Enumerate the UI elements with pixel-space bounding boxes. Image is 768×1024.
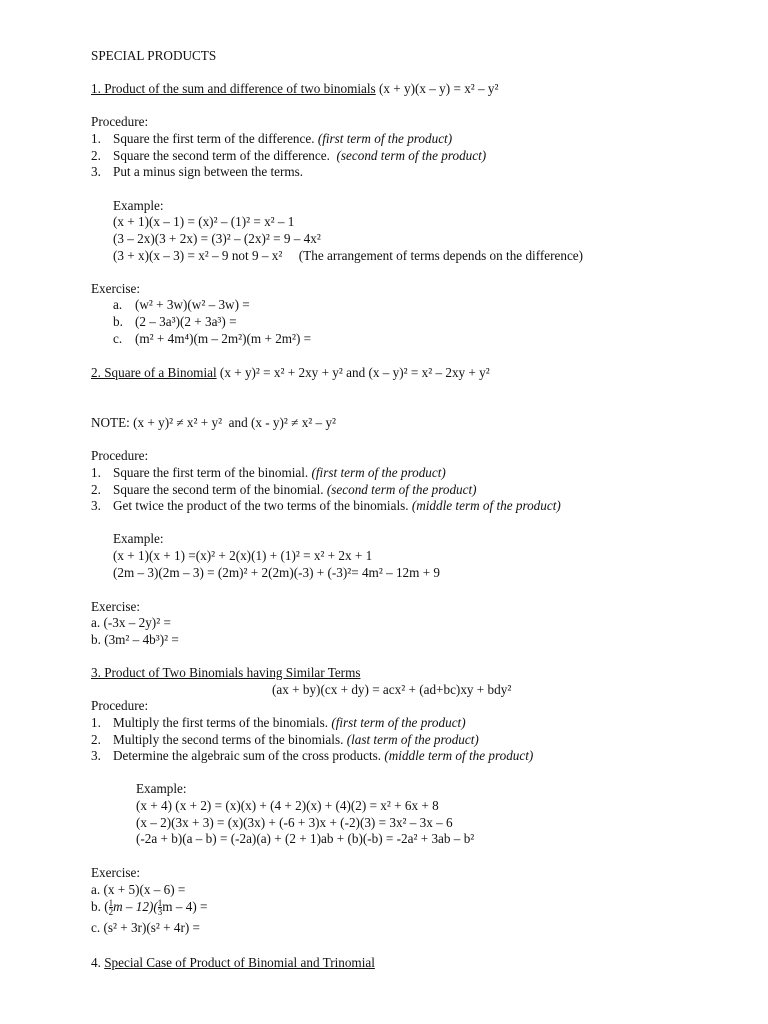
exercise-label: Exercise:	[91, 599, 141, 614]
procedure-step: 1. Square the first term of the difference. (first term of the product)	[91, 131, 453, 146]
fraction: $\frac{1}{3}$	[157, 898, 163, 918]
exercise-item: a. (w² + 3w)(w² – 3w) =	[113, 297, 250, 312]
procedure-step: 3. Put a minus sign between the terms.	[91, 164, 304, 179]
procedure-step: 2. Square the second term of the difference. (second term of the product)	[91, 148, 487, 163]
exercise-item: a. (x + 5)(x – 6) =	[91, 882, 186, 897]
procedure-step: 2. Multiply the second terms of the binomials. (last term of the product)	[91, 732, 479, 747]
exercise-item: a. (-3x – 2y)² =	[91, 615, 171, 630]
fraction: $\frac{1}{2}$	[108, 898, 114, 918]
exercise-item: b. (3m² – 4b³)² =	[91, 632, 179, 647]
example-line: (2m – 3)(2m – 3) = (2m)² + 2(2m)(-3) + (-3)²= 4m² – 12m + 9	[113, 565, 441, 580]
procedure-step: 3. Determine the algebraic sum of the cross products. (middle term of the product)	[91, 748, 534, 763]
procedure-step: 3. Get twice the product of the two terms of the binomials. (middle term of the product)	[91, 498, 561, 513]
section-1-heading: 1. Product of the sum and difference of two binomials	[91, 81, 376, 96]
procedure-label: Procedure:	[91, 698, 149, 713]
section-3-heading: 3. Product of Two Binomials having Similar Terms	[91, 665, 361, 680]
example-label: Example:	[113, 531, 164, 546]
exercise-item: c. (s² + 3r)(s² + 4r) =	[91, 920, 200, 935]
procedure-step: 2. Square the second term of the binomial. (second term of the product)	[91, 482, 477, 497]
page-title: SPECIAL PRODUCTS	[91, 48, 217, 63]
section-2-formula: (x + y)² = x² + 2xy + y² and (x – y)² = x² – 2xy + y²	[219, 365, 490, 380]
section-1-formula: (x + y)(x – y) = x² – y²	[379, 81, 499, 96]
section-2-note: NOTE: (x + y)² ≠ x² + y² and (x - y)² ≠ x² – y²	[91, 415, 336, 430]
exercise-label: Exercise:	[91, 865, 141, 880]
section-4-heading: Special Case of Product of Binomial and Trinomial	[104, 955, 375, 970]
example-line: (3 + x)(x – 3) = x² – 9 not 9 – x² (The arrangement of terms depends on the difference)	[113, 248, 584, 263]
example-label: Example:	[136, 781, 187, 796]
exercise-item: c. (m² + 4m⁴)(m – 2m²)(m + 2m²) =	[113, 331, 312, 346]
section-1-heading-line	[91, 81, 498, 97]
section-2-heading-line	[91, 365, 490, 381]
section-4-heading-line: 4. Special Case of Product of Binomial and Trinomial	[91, 955, 375, 970]
procedure-label: Procedure:	[91, 448, 149, 463]
procedure-step: 1. Multiply the first terms of the binomials. (first term of the product)	[91, 715, 466, 730]
example-line: (x + 4) (x + 2) = (x)(x) + (4 + 2)(x) + (4)(2) = x² + 6x + 8	[136, 798, 439, 813]
exercise-item: b. (2 – 3a³)(2 + 3a³) =	[113, 314, 237, 329]
example-label: Example:	[113, 198, 164, 213]
example-line: (-2a + b)(a – b) = (-2a)(a) + (2 + 1)ab + (b)(-b) = -2a² + 3ab – b²	[136, 831, 475, 846]
example-line: (3 – 2x)(3 + 2x) = (3)² – (2x)² = 9 – 4x²	[113, 231, 321, 246]
example-line: (x + 1)(x + 1) =(x)² + 2(x)(1) + (1)² = x² + 2x + 1	[113, 548, 373, 563]
exercise-label: Exercise:	[91, 281, 141, 296]
procedure-label: Procedure:	[91, 114, 149, 129]
section-3-formula: (ax + by)(cx + dy) = acx² + (ad+bc)xy + bdy²	[272, 682, 512, 697]
example-line: (x + 1)(x – 1) = (x)² – (1)² = x² – 1	[113, 214, 295, 229]
section-2-heading: 2. Square of a Binomial	[91, 365, 217, 380]
example-line: (x – 2)(3x + 3) = (x)(3x) + (-6 + 3)x + (-2)(3) = 3x² – 3x – 6	[136, 815, 453, 830]
exercise-item: b. ( $\frac{1}{2}$ m – 12)( $\frac{1}{3}$ m – 4) =	[91, 898, 208, 918]
procedure-step: 1. Square the first term of the binomial. (first term of the product)	[91, 465, 446, 480]
